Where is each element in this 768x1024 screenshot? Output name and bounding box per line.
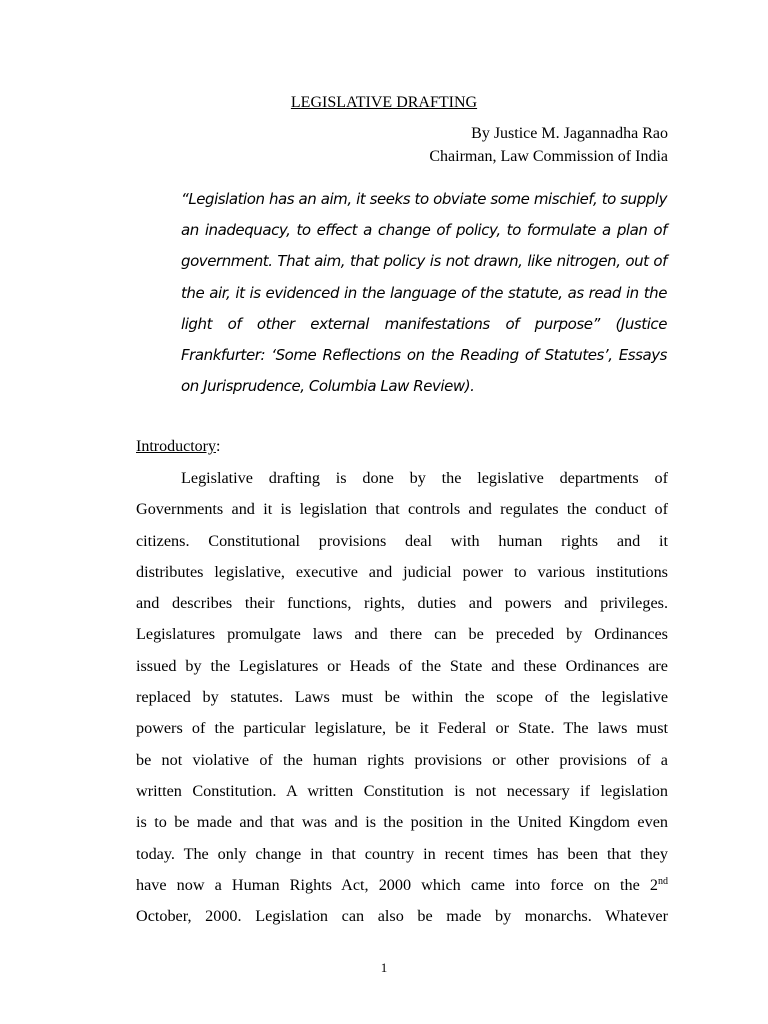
body-line: today. The only change in that country in recent times has been that they	[136, 844, 668, 863]
section-heading-text: Introductory	[136, 438, 216, 455]
body-line: issued by the Legislatures or Heads of the State and these Ordinances are	[136, 656, 668, 675]
body-line: powers of the particular legislature, be it Federal or State. The laws must	[136, 719, 668, 738]
body-line-with-superscript	[136, 870, 668, 901]
body-line: Legislatures promulgate laws and there can be preceded by Ordinances	[136, 625, 668, 644]
page-number: 1	[380, 960, 388, 975]
body-line: citizens. Constitutional provisions deal with human rights and it	[136, 531, 668, 550]
body-line: Legislative drafting is done by the legislative departments of	[181, 469, 668, 487]
document-title: LEGISLATIVE DRAFTING	[290, 94, 478, 111]
body-line: written Constitution. A written Constitution is not necessary if legislation	[136, 781, 668, 800]
body-paragraph	[136, 463, 668, 932]
author-line: By Justice M. Jagannadha Rao	[471, 125, 668, 142]
body-line: October, 2000. Legislation can also be made by monarchs. Whatever	[136, 907, 668, 926]
body-line: Governments and it is legislation that controls and regulates the conduct of	[136, 500, 668, 519]
section-heading	[136, 438, 220, 456]
body-line: and describes their functions, rights, duties and powers and privileges.	[136, 594, 668, 613]
body-line: be not violative of the human rights provisions or other provisions of a	[136, 750, 668, 769]
body-line: distributes legislative, executive and judicial power to various institutions	[136, 562, 668, 581]
body-line: is to be made and that was and is the position in the United Kingdom even	[136, 813, 668, 832]
ordinal-superscript: nd	[658, 875, 668, 887]
body-line: replaced by statutes. Laws must be within the scope of the legislative	[136, 688, 668, 707]
section-heading-colon: :	[215, 438, 221, 455]
epigraph-quote: “Legislation has an aim, it seeks to obviate some mischief, to supply an inadequacy, to effect a change of policy, to formulate a plan of government. That aim, that policy is not drawn, like nitrogen, out of the air, it is evidenced in the language of the statute, as read in the light of other external manifestations of purpose” (Justice Frankfurter: ‘Some Reflections on the Reading of Statutes’, Essays on Jurisprudence, Columbia Law Review).	[181, 190, 667, 396]
author-position-line: Chairman, Law Commission of India	[429, 148, 668, 165]
body-line-text: have now a Human Rights Act, 2000 which came into force on the 2	[136, 875, 658, 894]
